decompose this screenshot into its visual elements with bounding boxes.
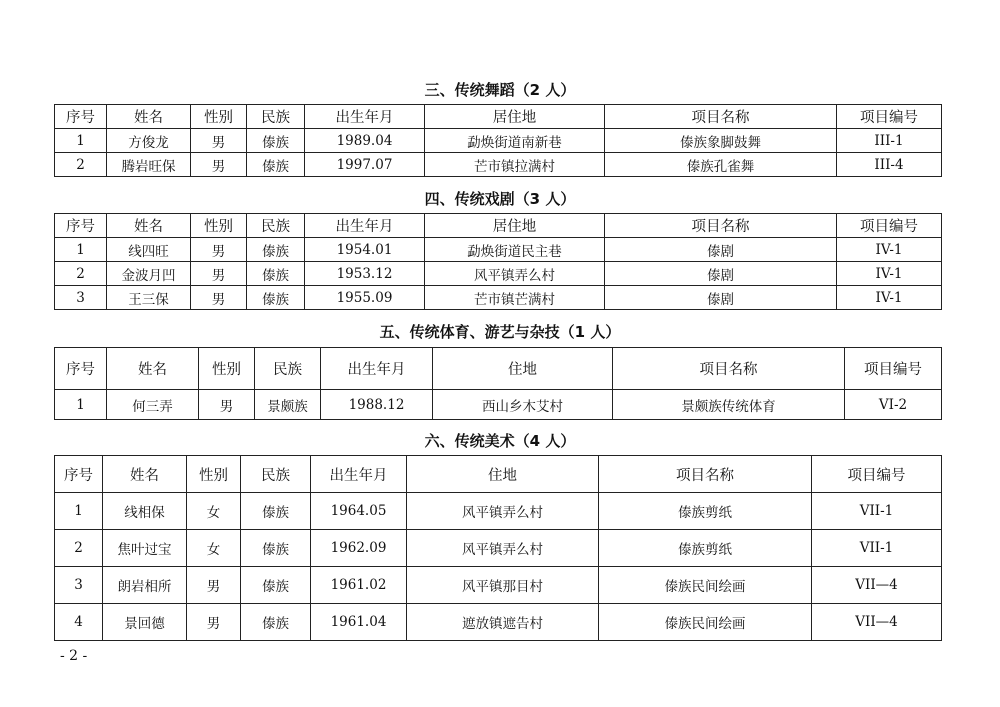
cell-birth: 1964.05 — [311, 493, 407, 530]
cell-residence: 风平镇弄么村 — [407, 530, 599, 567]
cell-residence: 风平镇弄么村 — [425, 262, 605, 286]
cell-gender: 男 — [191, 238, 247, 262]
cell-ethnicity: 傣族 — [247, 153, 305, 177]
cell-project-code: III-4 — [837, 153, 942, 177]
cell-residence: 西山乡木艾村 — [433, 390, 613, 420]
cell-gender: 女 — [187, 530, 241, 567]
cell-birth: 1961.04 — [311, 604, 407, 641]
cell-residence: 勐焕街道南新巷 — [425, 129, 605, 153]
cell-name: 焦叶过宝 — [103, 530, 187, 567]
table-row — [55, 493, 942, 530]
cell-ethnicity: 傣族 — [247, 286, 305, 310]
cell-project-name: 景颇族传统体育 — [613, 390, 845, 420]
header-project-code: 项目编号 — [837, 214, 942, 238]
cell-residence: 遮放镇遮告村 — [407, 604, 599, 641]
cell-project-code: IV-1 — [837, 286, 942, 310]
cell-birth: 1961.02 — [311, 567, 407, 604]
cell-project-code: VII-1 — [812, 530, 942, 567]
header-name: 姓名 — [107, 214, 191, 238]
cell-name: 腾岩旺保 — [107, 153, 191, 177]
header-ethnicity: 民族 — [247, 214, 305, 238]
cell-project-name: 傣族孔雀舞 — [605, 153, 837, 177]
table-row — [55, 530, 942, 567]
header-name: 姓名 — [107, 348, 199, 390]
table-header-row — [55, 456, 942, 493]
header-ethnicity: 民族 — [247, 105, 305, 129]
table-dance — [54, 104, 942, 177]
cell-name: 景回德 — [103, 604, 187, 641]
cell-project-name: 傣剧 — [605, 262, 837, 286]
cell-name: 线相保 — [103, 493, 187, 530]
cell-project-code: VI-2 — [845, 390, 942, 420]
cell-project-code: IV-1 — [837, 238, 942, 262]
header-project-code: 项目编号 — [812, 456, 942, 493]
header-residence: 居住地 — [425, 214, 605, 238]
cell-ethnicity: 景颇族 — [255, 390, 321, 420]
cell-project-name: 傣族剪纸 — [599, 530, 812, 567]
table-row — [55, 153, 942, 177]
table-row — [55, 604, 942, 641]
table-header-row — [55, 214, 942, 238]
header-project-name: 项目名称 — [599, 456, 812, 493]
header-ethnicity: 民族 — [241, 456, 311, 493]
cell-name: 朗岩相所 — [103, 567, 187, 604]
section-title-fine-arts: 六、传统美术（4 人） — [424, 432, 576, 450]
header-gender: 性别 — [199, 348, 255, 390]
cell-gender: 男 — [191, 153, 247, 177]
header-project-code: 项目编号 — [845, 348, 942, 390]
header-gender: 性别 — [187, 456, 241, 493]
cell-index: 1 — [55, 129, 107, 153]
header-project-name: 项目名称 — [605, 105, 837, 129]
header-index: 序号 — [55, 348, 107, 390]
cell-project-name: 傣族剪纸 — [599, 493, 812, 530]
table-row — [55, 129, 942, 153]
header-residence: 居住地 — [425, 105, 605, 129]
cell-name: 金波月凹 — [107, 262, 191, 286]
cell-project-name: 傣族民间绘画 — [599, 567, 812, 604]
cell-project-name: 傣剧 — [605, 286, 837, 310]
cell-ethnicity: 傣族 — [241, 567, 311, 604]
cell-index: 2 — [55, 530, 103, 567]
header-name: 姓名 — [103, 456, 187, 493]
cell-ethnicity: 傣族 — [247, 238, 305, 262]
table-header-row — [55, 348, 942, 390]
table-sports — [54, 347, 942, 420]
header-birth: 出生年月 — [305, 105, 425, 129]
cell-gender: 男 — [187, 567, 241, 604]
header-project-name: 项目名称 — [605, 214, 837, 238]
cell-ethnicity: 傣族 — [241, 530, 311, 567]
table-row — [55, 238, 942, 262]
cell-residence: 芒市镇芒满村 — [425, 286, 605, 310]
cell-birth: 1988.12 — [321, 390, 433, 420]
header-index: 序号 — [55, 105, 107, 129]
header-birth: 出生年月 — [305, 214, 425, 238]
cell-gender: 男 — [191, 286, 247, 310]
header-gender: 性别 — [191, 214, 247, 238]
table-row — [55, 262, 942, 286]
cell-name: 线四旺 — [107, 238, 191, 262]
table-row — [55, 567, 942, 604]
cell-residence: 芒市镇拉满村 — [425, 153, 605, 177]
cell-ethnicity: 傣族 — [241, 604, 311, 641]
cell-name: 王三保 — [107, 286, 191, 310]
header-project-name: 项目名称 — [613, 348, 845, 390]
table-row — [55, 286, 942, 310]
cell-gender: 男 — [191, 262, 247, 286]
section-title-drama: 四、传统戏剧（3 人） — [424, 190, 576, 208]
section-title-sports: 五、传统体育、游艺与杂技（1 人） — [379, 323, 621, 341]
cell-gender: 男 — [199, 390, 255, 420]
cell-index: 2 — [55, 153, 107, 177]
cell-ethnicity: 傣族 — [247, 262, 305, 286]
cell-birth: 1997.07 — [305, 153, 425, 177]
cell-index: 3 — [55, 286, 107, 310]
cell-index: 3 — [55, 567, 103, 604]
table-header-row — [55, 105, 942, 129]
cell-index: 1 — [55, 238, 107, 262]
cell-residence: 勐焕街道民主巷 — [425, 238, 605, 262]
table-fine-arts — [54, 455, 942, 641]
cell-birth: 1954.01 — [305, 238, 425, 262]
header-residence: 住地 — [407, 456, 599, 493]
cell-gender: 男 — [191, 129, 247, 153]
table-row — [55, 390, 942, 420]
header-ethnicity: 民族 — [255, 348, 321, 390]
cell-residence: 风平镇那目村 — [407, 567, 599, 604]
cell-project-code: III-1 — [837, 129, 942, 153]
cell-index: 2 — [55, 262, 107, 286]
cell-project-code: VII-1 — [812, 493, 942, 530]
cell-name: 方俊龙 — [107, 129, 191, 153]
cell-index: 1 — [55, 390, 107, 420]
header-gender: 性别 — [191, 105, 247, 129]
cell-index: 4 — [55, 604, 103, 641]
header-name: 姓名 — [107, 105, 191, 129]
cell-birth: 1955.09 — [305, 286, 425, 310]
header-project-code: 项目编号 — [837, 105, 942, 129]
cell-project-name: 傣族象脚鼓舞 — [605, 129, 837, 153]
cell-project-code: VII—4 — [812, 604, 942, 641]
cell-gender: 女 — [187, 493, 241, 530]
cell-residence: 风平镇弄么村 — [407, 493, 599, 530]
table-drama — [54, 213, 942, 310]
cell-birth: 1962.09 — [311, 530, 407, 567]
cell-name: 何三弄 — [107, 390, 199, 420]
cell-gender: 男 — [187, 604, 241, 641]
cell-ethnicity: 傣族 — [241, 493, 311, 530]
cell-ethnicity: 傣族 — [247, 129, 305, 153]
header-birth: 出生年月 — [321, 348, 433, 390]
page-number: - 2 - — [60, 648, 88, 664]
cell-birth: 1953.12 — [305, 262, 425, 286]
cell-birth: 1989.04 — [305, 129, 425, 153]
header-residence: 住地 — [433, 348, 613, 390]
header-birth: 出生年月 — [311, 456, 407, 493]
cell-index: 1 — [55, 493, 103, 530]
header-index: 序号 — [55, 214, 107, 238]
section-title-dance: 三、传统舞蹈（2 人） — [424, 81, 576, 99]
header-index: 序号 — [55, 456, 103, 493]
cell-project-code: IV-1 — [837, 262, 942, 286]
cell-project-name: 傣族民间绘画 — [599, 604, 812, 641]
cell-project-code: VII—4 — [812, 567, 942, 604]
cell-project-name: 傣剧 — [605, 238, 837, 262]
